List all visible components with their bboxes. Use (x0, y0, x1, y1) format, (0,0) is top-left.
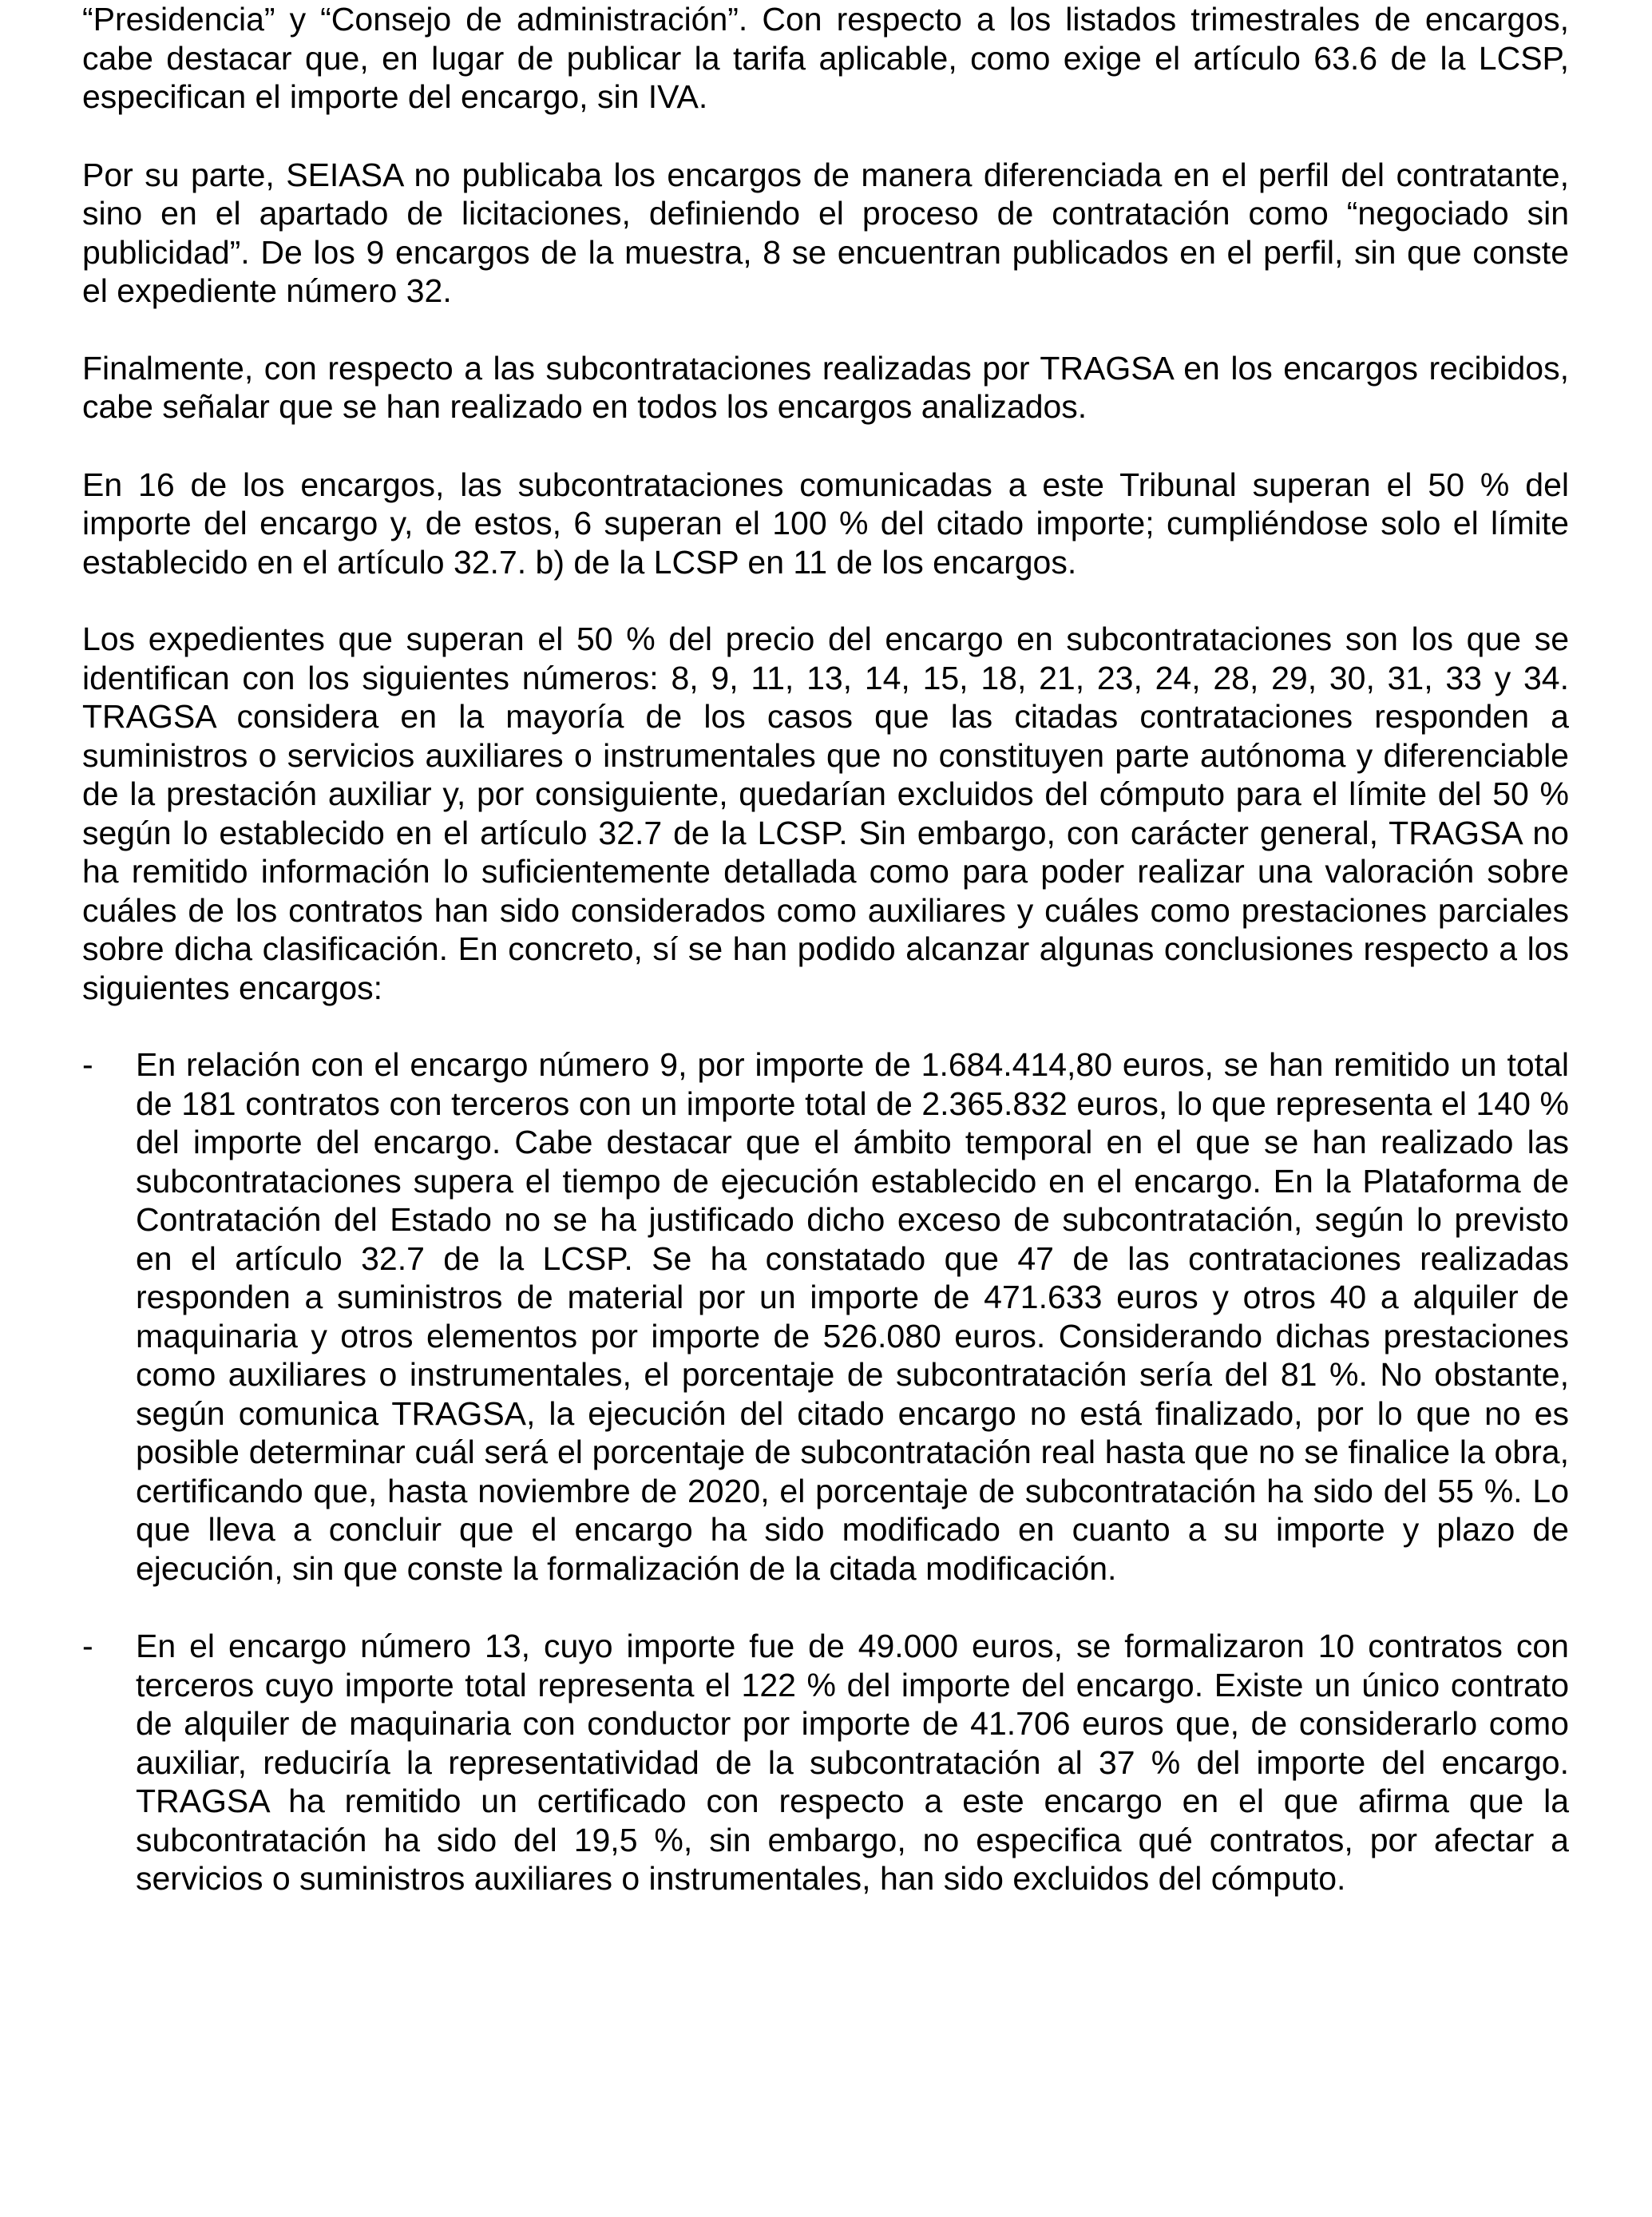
list-item (82, 1045, 1569, 1588)
bullet-list (82, 1045, 1569, 1898)
paragraph-contract-listings: “Presidencia” y “Consejo de administración”. Con respecto a los listados trimestrales de encargos, cabe destacar que, en lugar de publicar la tarifa aplicable, como exige el artículo 63.6 de la LCSP, especifican el importe del encargo, sin IVA. (82, 1, 1569, 115)
paragraph-subcontracting-intro: Finalmente, con respecto a las subcontrataciones realizadas por TRAGSA en los encargos recibidos, cabe señalar que se han realizado en todos los encargos analizados. (82, 349, 1569, 425)
list-item (82, 1627, 1569, 1898)
list-item-text: En relación con el encargo número 9, por importe de 1.684.414,80 euros, se han remitido un total de 181 contratos con terceros con un importe total de 2.365.832 euros, lo que representa el 140 % del importe del encargo. Cabe destacar que el ámbito temporal en el que se han realizado las subcontrataciones supera el tiempo de ejecución establecido en el encargo. En la Plataforma de Contratación del Estado no se ha justificado dicho exceso de subcontratación, según lo previsto en el artículo 32.7 de la LCSP. Se ha constatado que 47 de las contrataciones realizadas responden a suministros de material por un importe de 471.633 euros y otros 40 a alquiler de maquinaria y otros elementos por importe de 526.080 euros. Considerando dichas prestaciones como auxiliares o instrumentales, el porcentaje de subcontratación sería del 81 %. No obstante, según comunica TRAGSA, la ejecución del citado encargo no está finalizado, por lo que no es posible determinar cuál será el porcentaje de subcontratación real hasta que no se finalice la obra, certificando que, hasta noviembre de 2020, el porcentaje de subcontratación ha sido del 55 %. Lo que lleva a concluir que el encargo ha sido modificado en cuanto a su importe y plazo de ejecución, sin que conste la formalización de la citada modificación. (136, 1046, 1569, 1587)
bullet-dash: - (82, 1046, 93, 1083)
list-item-text: En el encargo número 13, cuyo importe fue de 49.000 euros, se formalizaron 10 contratos con terceros cuyo importe total representa el 122 % del importe del encargo. Existe un único contrato de alquiler de maquinaria con conductor por importe de 41.706 euros que, de considerarlo como auxiliar, reduciría la representatividad de la subcontratación al 37 % del importe del encargo. TRAGSA ha remitido un certificado con respecto a este encargo en el que afirma que la subcontratación ha sido del 19,5 %, sin embargo, no especifica qué contratos, por afectar a servicios o suministros auxiliares o instrumentales, han sido excluidos del cómputo. (136, 1628, 1569, 1897)
paragraph-seiasa: Por su parte, SEIASA no publicaba los encargos de manera diferenciada en el perfil del contratante, sino en el apartado de licitaciones, definiendo el proceso de contratación como “negociado sin publicidad”. De los 9 encargos de la muestra, 8 se encuentran publicados en el perfil, sin que conste el expediente número 32. (82, 156, 1569, 309)
paragraph-expedientes: Los expedientes que superan el 50 % del precio del encargo en subcontrataciones son los que se identifican con los siguientes números: 8, 9, 11, 13, 14, 15, 18, 21, 23, 24, 28, 29, 30, 31, 33 y 34. TRAGSA considera en la mayoría de los casos que las citadas contrataciones responden a suministros o servicios auxiliares o instrumentales que no constituyen parte autónoma y diferenciable de la prestación auxiliar y, por consiguiente, quedarían excluidos del cómputo para el límite del 50 % según lo establecido en el artículo 32.7 de la LCSP. Sin embargo, con carácter general, TRAGSA no ha remitido información lo suficientemente detallada como para poder realizar una valoración sobre cuáles de los contratos han sido considerados como auxiliares y cuáles como prestaciones parciales sobre dicha clasificación. En concreto, sí se han podido alcanzar algunas conclusiones respecto a los siguientes encargos: (82, 621, 1569, 1006)
paragraph-subcontracting-limits: En 16 de los encargos, las subcontrataciones comunicadas a este Tribunal superan el 50 % del importe del encargo y, de estos, 6 superan el 100 % del citado importe; cumpliéndose solo el límite establecido en el artículo 32.7. b) de la LCSP en 11 de los encargos. (82, 466, 1569, 581)
document-page (82, 0, 1569, 1898)
bullet-dash: - (82, 1628, 93, 1664)
